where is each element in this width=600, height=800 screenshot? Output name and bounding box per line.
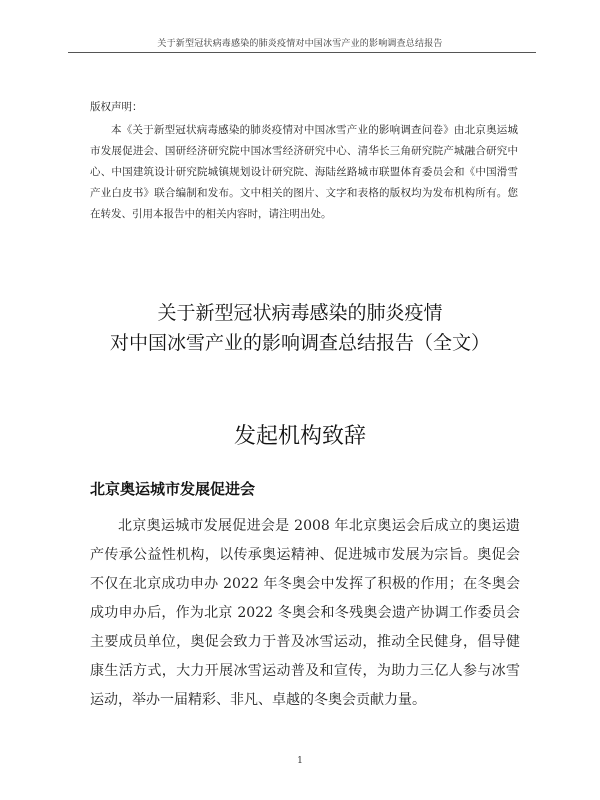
page-number: 1 (297, 756, 303, 766)
copyright-label: 版权声明： (90, 101, 143, 113)
document-title (0, 298, 600, 358)
document-title-line-1: 关于新型冠状病毒感染的肺炎疫情 (157, 302, 443, 324)
header-divider (68, 52, 536, 53)
organization-paragraph: 北京奥运城市发展促进会是 2008 年北京奥运会后成立的奥运遗产传承公益性机构，以传承奥运精神、促进城市发展为宗旨。奥促会不仅在北京成功申办 2022 年冬奥会中发挥了积极的作用；在冬奥会成功申办后，作为北京 2022 冬奥会和冬残奥会遗产协调工作委员会主要成员单位，奥促会致力于普及冰雪运动，推动全民健身，倡导健康生活方式，大力开展冰雪运动普及和宣传，为助力三亿人参与冰雪运动，举办一届精彩、非凡、卓越的冬奥会贡献力量。 (90, 518, 520, 708)
section-title: 发起机构致辞 (233, 424, 366, 449)
copyright-notice (90, 97, 518, 225)
copyright-body: 本《关于新型冠状病毒感染的肺炎疫情对中国冰雪产业的影响调查问卷》由北京奥运城市发展促进会、国研经济研究院中国冰雪经济研究中心、清华长三角研究院产城融合研究中心、中国建筑设计研究院城镇规划设计研究院、海陆丝路城市联盟体育委员会和《中国滑雪产业白皮书》联合编制和发布。文中相关的图片、文字和表格的版权均为发布机构所有。您在转发、引用本报告中的相关内容时，请注明出处。 (90, 124, 518, 220)
running-header: 关于新型冠状病毒感染的肺炎疫情对中国冰雪产业的影响调查总结报告 (157, 39, 443, 49)
organization-heading: 北京奥运城市发展促进会 (90, 480, 256, 498)
document-title-line-2: 对中国冰雪产业的影响调查总结报告（全文） (109, 332, 490, 354)
